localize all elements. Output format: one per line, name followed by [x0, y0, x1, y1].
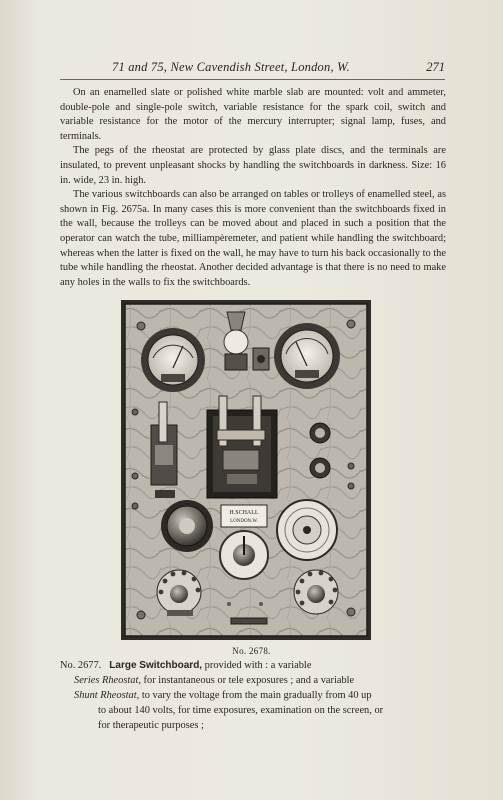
- plate-maker: H.SCHALL: [229, 510, 259, 516]
- catalogue-item: [60, 658, 450, 733]
- paragraph-2: The pegs of the rheostat are protected by glass plate discs, and the terminals are insulated, to prevent unpleasant shocks by handling the switchboards in darkness. Size: 16 in. wide, 23 in. high.: [60, 145, 446, 186]
- switchboard-illustration: [121, 300, 371, 640]
- item-line-5: for therapeutic purposes ;: [98, 720, 204, 731]
- paragraph-1: On an enamelled slate or polished white marble slab are mounted: volt and ammeter, double-pole and single-pole switch, variable resistance for the spark coil, switch and variable resistance for the motor of the mercury interrupter; signal lamp, fuses, and terminals.: [60, 87, 446, 142]
- item-line-3-rest: to vary the voltage from the main gradually from 40 up: [139, 690, 372, 701]
- item-line-3: [60, 688, 450, 703]
- running-header: [60, 60, 445, 76]
- body-text: [60, 86, 446, 290]
- stud-rheostat-right: [294, 570, 338, 614]
- item-title: Large Switchboard,: [109, 660, 203, 671]
- series-rheostat-knob: [161, 500, 213, 552]
- series-rheostat-term: Series Rheostat,: [74, 675, 141, 686]
- maker-plate: [221, 505, 267, 527]
- item-line-1-rest: provided with : a variable: [202, 660, 312, 671]
- item-line-2-rest: for instantaneous or tele exposures ; and a variable: [140, 675, 355, 686]
- item-number: No. 2677.: [60, 660, 102, 671]
- shunt-rheostat-term: Shunt Rheostat,: [74, 690, 140, 701]
- paragraph-3: The various switchboards can also be arranged on tables or trolleys of enamelled steel, as shown in Fig. 2675a. In many cases this is more convenient than the switchboards fixed in the wall, because the trolleys can be moved about and placed in such a position that the operator can watch the tube, milliampèremeter, and patient while handling the switchboard; whereas when the latter is fixed on the wall, he may have to turn his back occasionally to the tube while handling the rheostat. Another decided advantage is that there is no need to make any holes in the walls to fix the switchboards.: [60, 189, 446, 288]
- item-line-4: to about 140 volts, for time exposures, examination on the screen, or: [98, 705, 384, 716]
- header-address: 71 and 75, New Cavendish Street, London, W.: [112, 60, 350, 74]
- voltmeter: [141, 328, 205, 392]
- item-line-2: [60, 673, 450, 688]
- double-pole-switch: [207, 396, 277, 498]
- header-rule: [60, 79, 445, 80]
- rheostat-dial: [277, 500, 337, 560]
- ammeter: [274, 323, 340, 389]
- shunt-rheostat: [220, 531, 268, 579]
- page-number: 271: [426, 60, 445, 74]
- item-line-1: [60, 658, 450, 673]
- figure-caption: No. 2678.: [232, 646, 271, 656]
- switchboard-drawing: [121, 300, 371, 640]
- plate-city: LONDON.W.: [230, 519, 258, 524]
